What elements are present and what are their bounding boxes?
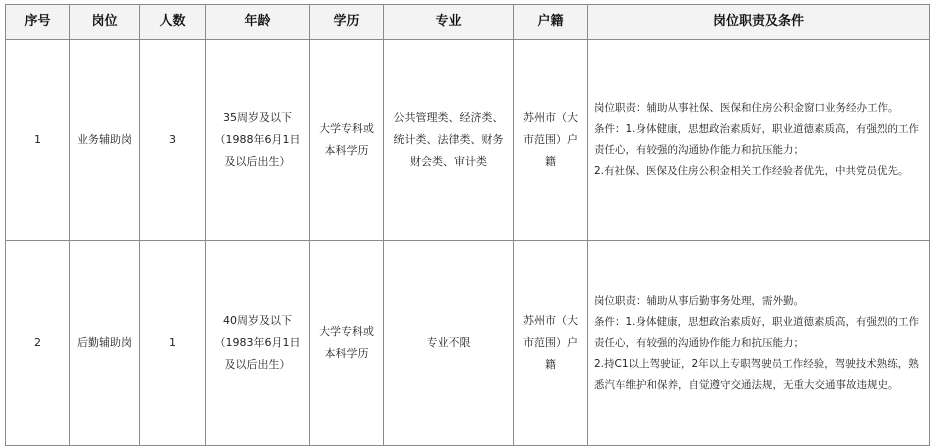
header-age: 年龄	[206, 5, 310, 40]
cell-count: 1	[140, 241, 206, 446]
cell-count: 3	[140, 40, 206, 241]
duty-line: 2.持C1以上驾驶证，2年以上专职驾驶员工作经验，驾驶技术熟练，熟悉汽车维护和保养，自觉遵守交通法规，无重大交通事故违规史。	[594, 357, 919, 391]
duty-line: 条件：1.身体健康，思想政治素质好，职业道德素质高，有强烈的工作责任心，有较强的沟通协作能力和抗压能力；	[594, 123, 920, 156]
header-major: 专业	[384, 5, 514, 40]
cell-education: 大学专科或本科学历	[310, 40, 384, 241]
cell-post: 后勤辅助岗	[70, 241, 140, 446]
table-row	[6, 241, 930, 446]
header-no: 序号	[6, 5, 70, 40]
header-duty: 岗位职责及条件	[588, 5, 930, 40]
duty-line: 2.有社保、医保及住房公积金相关工作经验者优先，中共党员优先。	[594, 165, 909, 177]
cell-age: 40周岁及以下（1983年6月1日及以后出生）	[206, 241, 310, 446]
cell-hukou: 苏州市（大市范围）户籍	[514, 241, 588, 446]
cell-education: 大学专科或本科学历	[310, 241, 384, 446]
cell-hukou: 苏州市（大市范围）户籍	[514, 40, 588, 241]
cell-major: 公共管理类、经济类、统计类、法律类、财务财会类、审计类	[384, 40, 514, 241]
cell-major: 专业不限	[384, 241, 514, 446]
cell-duty	[588, 241, 930, 446]
cell-post: 业务辅助岗	[70, 40, 140, 241]
table-row	[6, 40, 930, 241]
header-count: 人数	[140, 5, 206, 40]
duty-line: 岗位职责：辅助从事后勤事务处理，需外勤。	[594, 294, 804, 307]
cell-no: 1	[6, 40, 70, 241]
header-education: 学历	[310, 5, 384, 40]
cell-no: 2	[6, 241, 70, 446]
header-post: 岗位	[70, 5, 140, 40]
duty-line: 岗位职责：辅助从事社保、医保和住房公积金窗口业务经办工作。	[594, 102, 899, 114]
duty-line: 条件：1.身体健康，思想政治素质好，职业道德素质高，有强烈的工作责任心，有较强的沟通协作能力和抗压能力；	[594, 315, 920, 349]
header-hukou: 户籍	[514, 5, 588, 40]
job-table	[5, 4, 930, 446]
cell-duty	[588, 40, 930, 241]
cell-age: 35周岁及以下（1988年6月1日及以后出生）	[206, 40, 310, 241]
header-row	[6, 5, 930, 40]
